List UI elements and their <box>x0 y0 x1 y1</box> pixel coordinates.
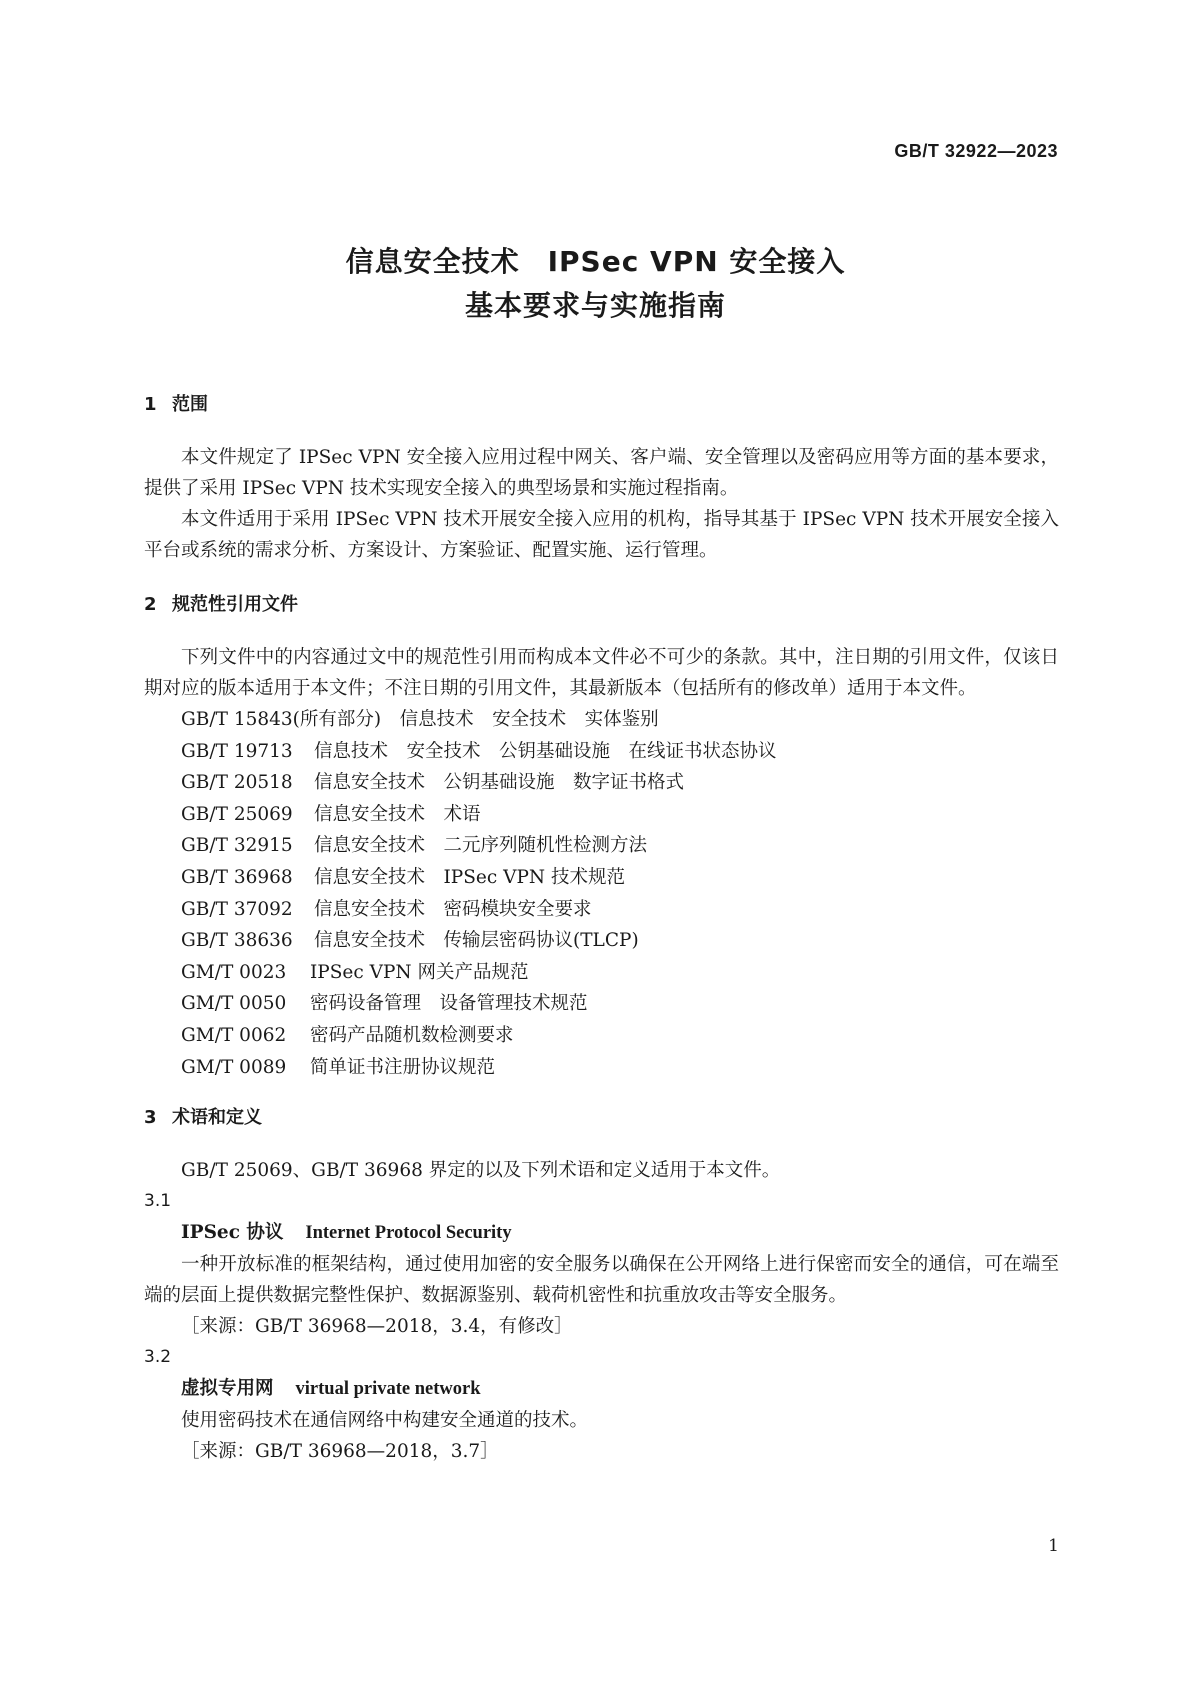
term-definition: 使用密码技术在通信网络中构建安全通道的技术。 <box>181 1410 589 1432</box>
section-title: 规范性引用文件 <box>172 594 298 615</box>
section-heading-terms <box>144 1101 1059 1135</box>
reference-code: GB/T 37092 <box>181 898 293 920</box>
term-name <box>144 1373 1059 1405</box>
page-number: 1 <box>1048 1536 1059 1556</box>
term-name-en: Internet Protocol Security <box>305 1223 512 1244</box>
reference-code: GM/T 0050 <box>181 993 287 1015</box>
reference-list <box>144 704 1059 1083</box>
term-name-cn: IPSec 协议 <box>181 1222 284 1244</box>
reference-title: IPSec VPN 网关产品规范 <box>310 961 529 983</box>
reference-code: GB/T 38636 <box>181 930 293 952</box>
section-title: 术语和定义 <box>172 1107 262 1129</box>
references-intro: 下列文件中的内容通过文中的规范性引用而构成本文件必不可少的条款。其中，注日期的引用文件，仅该日期对应的版本适用于本文件；不注日期的引用文件，其最新版本（包括所有的修改单）适用于本文件。 <box>144 647 1059 699</box>
term-number: 3.1 <box>144 1191 172 1212</box>
reference-item <box>144 767 1059 799</box>
reference-code: GB/T 32915 <box>181 835 293 857</box>
title-part-a: 信息安全技术 <box>345 245 520 278</box>
section-number: 2 <box>144 594 157 615</box>
scope-paragraph: 本文件规定了 IPSec VPN 安全接入应用过程中网关、客户端、安全管理以及密码应用等方面的基本要求，提供了采用 IPSec VPN 技术实现安全接入的典型场景和实施过程指南。 <box>144 447 1059 499</box>
term-name-cn: 虚拟专用网 <box>181 1378 274 1400</box>
reference-item <box>144 704 1059 736</box>
reference-code: GB/T 19713 <box>181 740 293 762</box>
term-source: ［来源：GB/T 36968—2018，3.4，有修改］ <box>181 1316 573 1338</box>
reference-title: 信息技术 安全技术 公钥基础设施 在线证书状态协议 <box>314 740 777 762</box>
standard-code: GB/T 32922—2023 <box>894 141 1058 161</box>
reference-title: 信息安全技术 IPSec VPN 技术规范 <box>314 866 625 888</box>
section-title: 范围 <box>172 394 208 415</box>
reference-title: 信息安全技术 术语 <box>314 803 481 825</box>
section-heading-normative-references <box>144 588 1059 622</box>
reference-code: GB/T 25069 <box>181 803 293 825</box>
reference-title: 信息技术 安全技术 实体鉴别 <box>399 709 659 730</box>
reference-item <box>144 830 1059 862</box>
reference-item <box>144 988 1059 1020</box>
section-number: 3 <box>144 1107 157 1129</box>
term-name-en: virtual private network <box>295 1379 481 1400</box>
reference-title: 信息安全技术 传输层密码协议(TLCP) <box>314 930 639 952</box>
reference-code: GM/T 0023 <box>181 961 287 983</box>
term-name <box>144 1217 1059 1249</box>
section-number: 1 <box>144 394 157 415</box>
reference-code: GM/T 0062 <box>181 1024 287 1046</box>
reference-item <box>144 1052 1059 1084</box>
reference-item <box>144 894 1059 926</box>
title-part-b: IPSec VPN 安全接入 <box>547 245 846 278</box>
reference-item <box>144 925 1059 957</box>
reference-code: GM/T 0089 <box>181 1056 287 1078</box>
reference-item <box>144 862 1059 894</box>
term-entry <box>144 1342 1059 1467</box>
reference-code: GB/T 36968 <box>181 866 293 888</box>
title-line-2: 基本要求与实施指南 <box>464 289 726 322</box>
document-body <box>144 388 1059 1467</box>
reference-item <box>144 736 1059 768</box>
reference-item <box>144 799 1059 831</box>
term-entry <box>144 1186 1059 1342</box>
reference-title: 信息安全技术 密码模块安全要求 <box>314 898 592 920</box>
section-heading-scope <box>144 388 1059 422</box>
reference-title: 密码产品随机数检测要求 <box>310 1024 514 1046</box>
document-title <box>0 240 1191 328</box>
reference-code: GB/T 20518 <box>181 772 293 794</box>
term-source: ［来源：GB/T 36968—2018，3.7］ <box>181 1441 499 1463</box>
reference-code: GB/T 15843(所有部分) <box>181 709 382 730</box>
reference-title: 信息安全技术 公钥基础设施 数字证书格式 <box>314 772 685 794</box>
reference-title: 信息安全技术 二元序列随机性检测方法 <box>314 835 648 857</box>
term-number: 3.2 <box>144 1347 172 1368</box>
title-line-1 <box>0 240 1191 284</box>
scope-paragraph: 本文件适用于采用 IPSec VPN 技术开展安全接入应用的机构，指导其基于 IPSec VPN 技术开展安全接入平台或系统的需求分析、方案设计、方案验证、配置实施、运行管理。 <box>144 509 1059 561</box>
reference-item <box>144 957 1059 989</box>
reference-title: 简单证书注册协议规范 <box>310 1056 496 1078</box>
terms-intro: GB/T 25069、GB/T 36968 界定的以及下列术语和定义适用于本文件。 <box>181 1160 781 1182</box>
term-definition: 一种开放标准的框架结构，通过使用加密的安全服务以确保在公开网络上进行保密而安全的通信，可在端至端的层面上提供数据完整性保护、数据源鉴别、载荷机密性和抗重放攻击等安全服务。 <box>144 1254 1059 1307</box>
reference-item <box>144 1020 1059 1052</box>
reference-title: 密码设备管理 设备管理技术规范 <box>310 993 588 1015</box>
